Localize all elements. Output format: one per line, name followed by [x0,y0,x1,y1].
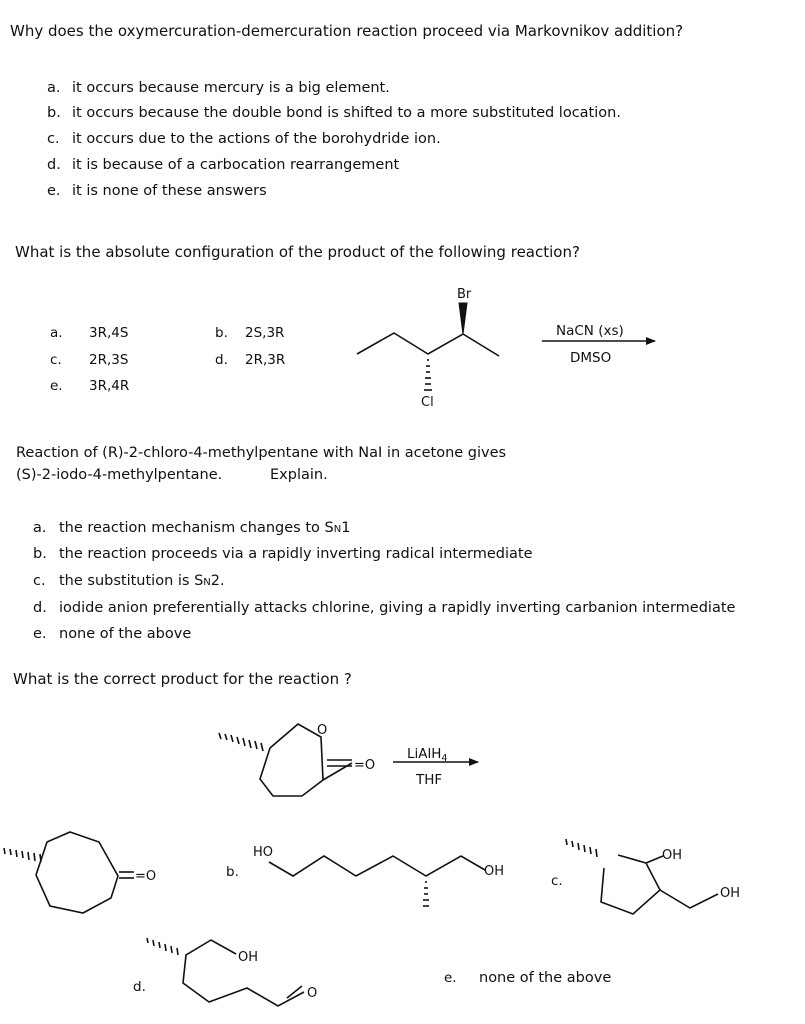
q2-option-d-letter: d. [215,352,228,368]
q4-reactant-hashed-bond [219,733,263,751]
q2-question: What is the absolute configuration of the product of the following reaction? [15,243,580,261]
q4-answer-a-structure [4,832,134,913]
q3-line1: Reaction of (R)-2-chloro-4-methylpentane with NaI in acetone gives [16,445,507,461]
q2-option-a-letter: a. [50,325,63,341]
q4-b-oh-label: OH [484,864,505,879]
q4-carbonyl-oxygen: =O [354,758,376,773]
q4-label-e: e. [444,970,457,986]
q3-option-c-text: the substitution is SN2. [59,573,225,589]
q2-reagent-bottom: DMSO [570,350,612,366]
q2-cl-hashed-bond [424,360,432,390]
q1-option-d-text: it is because of a carbocation rearrangement [72,157,400,173]
q3-line2: (S)-2-iodo-4-methylpentane. [16,467,223,483]
q2-option-b-text: 2S,3R [245,325,285,341]
q4-answer-b-hashed-bond [423,882,429,906]
q2-cl-atom: Cl [421,395,434,410]
q1-option-e-text: it is none of these answers [72,183,267,199]
q4-label-d: d. [133,979,146,995]
q2-reagent-top: NaCN (xs) [556,323,624,339]
q3-option-b-letter: b. [33,546,47,562]
q1-option-e-letter: e. [47,183,61,199]
q4-c-oh2-label: OH [720,886,741,901]
q3-option-a-letter: a. [33,520,47,536]
q4-answer-c-hashed-bond [566,839,597,857]
q4-option-e-text: none of the above [479,970,612,986]
q3-option-c-sub: N [203,577,211,588]
q4-a-carbonyl-oxygen: =O [135,869,157,884]
q4-d-o-label: O [307,986,318,1001]
q4-label-b: b. [226,864,239,880]
q1-option-a-text: it occurs because mercury is a big element. [72,80,390,96]
q2-option-e-letter: e. [50,378,63,394]
q2-br-atom: Br [457,287,472,302]
q4-question: What is the correct product for the reaction ? [13,670,352,688]
q4-answer-b-structure [269,856,485,906]
q1-option-c-letter: c. [47,131,60,147]
q2-option-a-text: 3R,4S [89,325,129,341]
q1-option-b-letter: b. [47,105,61,121]
q1-question: Why does the oxymercuration-demercuration reaction proceed via Markovnikov addition? [10,22,684,40]
q3-option-b-text: the reaction proceeds via a rapidly inverting radical intermediate [59,546,533,562]
q2-option-b-letter: b. [215,325,228,341]
q3-option-a-text: the reaction mechanism changes to SN1 [59,520,351,536]
q3-option-c-letter: c. [33,573,46,589]
q4-reagent-bottom: THF [416,772,443,788]
q2-option-d-text: 2R,3R [245,352,286,368]
q4-ring-oxygen: O [317,723,328,738]
q2-br-wedge-bond [459,303,467,334]
q4-reactant-lactone [219,724,352,796]
q3-option-d-text: iodide anion preferentially attacks chlorine, giving a rapidly inverting carbanion intermediate [59,600,736,616]
q4-c-oh1-label: OH [662,848,683,863]
q2-option-e-text: 3R,4R [89,378,130,394]
q4-b-ho-label: HO [253,845,274,860]
q2-option-c-text: 2R,3S [89,352,129,368]
q1-option-a-letter: a. [47,80,61,96]
q4-reagent-top: LiAlH$_4$ [407,746,448,764]
q3-option-d-letter: d. [33,600,47,616]
q4-answer-c-structure [566,839,718,914]
q3-option-a-sub: N [333,524,342,535]
q4-reagent-sub: 4 [441,753,448,764]
q1-option-b-text: it occurs because the double bond is shifted to a more substituted location. [72,105,621,121]
q3-option-e-letter: e. [33,626,47,642]
q4-answer-a-hashed-bond [4,848,41,862]
q1-option-c-text: it occurs due to the actions of the borohydride ion. [72,131,441,147]
q2-reactant-molecule [357,303,499,390]
q3-option-e-text: none of the above [59,626,192,642]
q1-option-d-letter: d. [47,157,61,173]
q2-option-c-letter: c. [50,352,62,368]
q4-d-oh-label: OH [238,950,259,965]
q4-answer-d-hashed-bond [147,938,178,955]
q3-explain: Explain. [270,467,328,483]
q4-answer-d-structure [147,938,304,1006]
q4-label-c: c. [551,873,563,889]
